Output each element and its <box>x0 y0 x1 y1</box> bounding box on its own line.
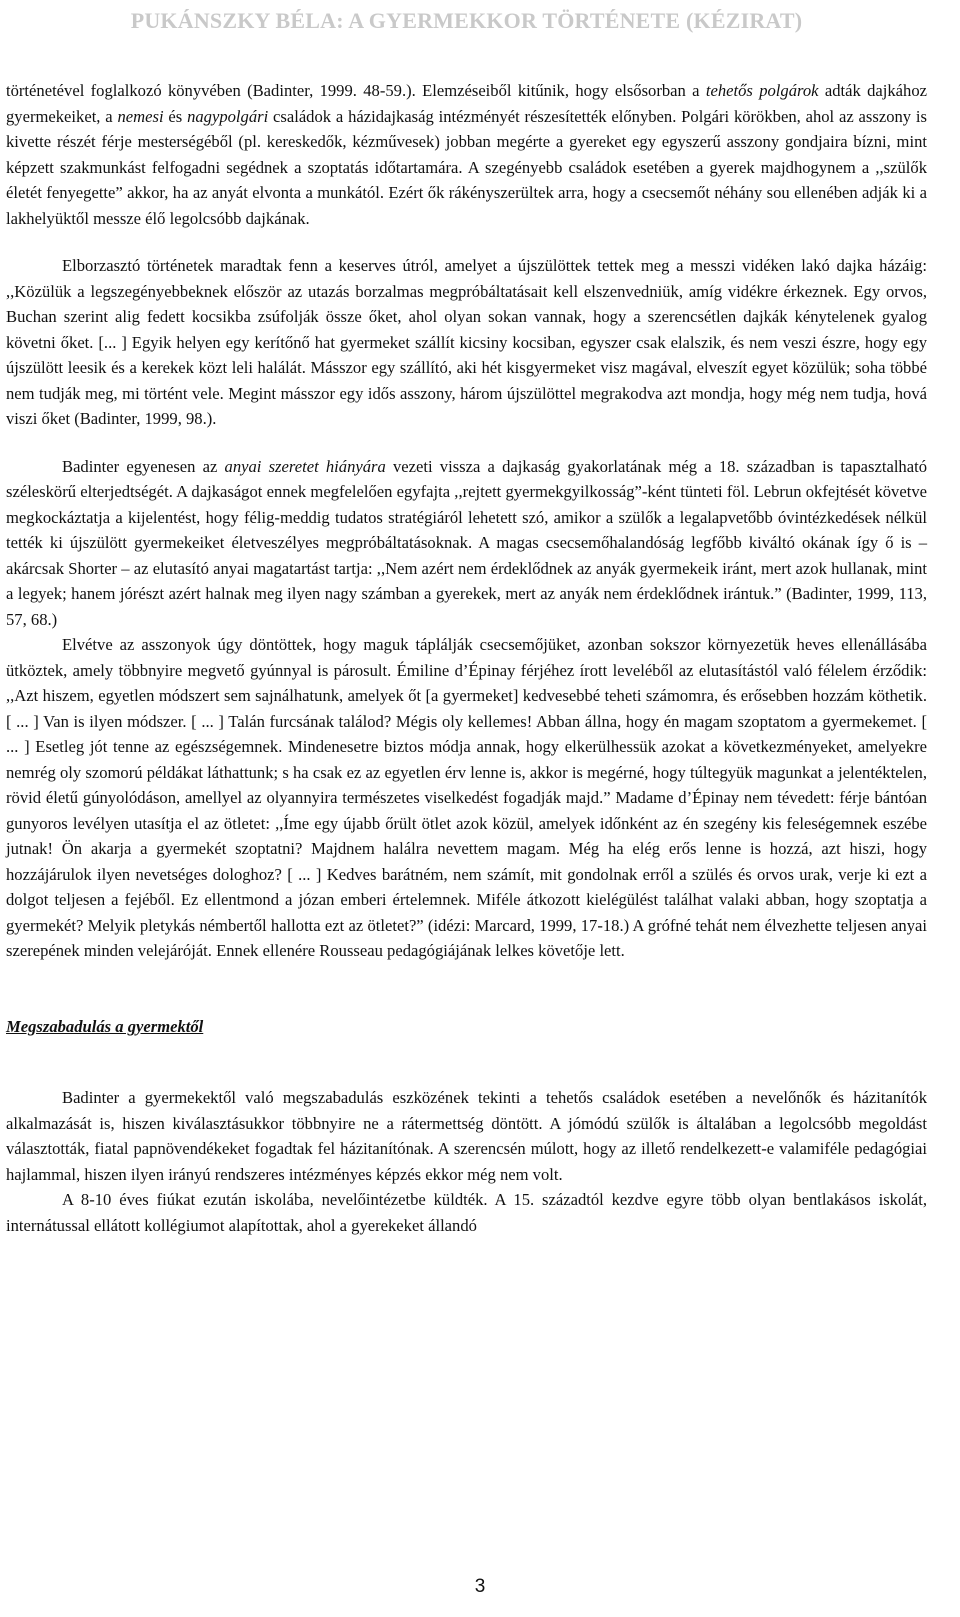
paragraph-4: Elvétve az asszonyok úgy döntöttek, hogy maguk táplálják csecsemőjüket, azonban sokszor környezetük heves ellenállásába ütköztek, amely többnyire megvető gyúnnyal is párosult. Émiline d’Épinay férjéhez írott leveléből az elutasítástól való félelem érződik: ,,Azt hiszem, egyetlen módszert sem sajnálhatunk, amelyek őt [a gyermeket] kedvesebbé teheti számomra, és erősebben hozzám köthetik. [ ... ] Van is ilyen módszer. [ ... ] Talán furcsának találod? Mégis oly kellemes! Abban állna, hogy én magam szoptatom a gyermekemet. [ ... ] Esetleg jót tenne az egészségemnek. Mindenesetre biztos módja annak, hogy elkerülhessük azokat a következményeket, amelyekre nemrég oly szomorú példákat láthattunk; s ha csak ez az egyetlen érv lenne is, akkor is megérné, hogy túltegyük magunkat a jelentéktelen, rövid életű gúnyolódáson, amellyel az olyannyira természetes viselkedést fogadják majd.” Madame d’Épinay nem tévedett: férje bántóan gunyoros levélyen utasítja el az ötletet: ,,Íme egy újabb őrült ötlet azok közül, amelyek időnként az én szegény kis feleségemnek eszébe jutnak! Ön akarja a gyermekét szoptatni? Majdnem halálra nevettem magam. Még ha elég erős lenne is hozzá, azt hiszi, hogy hozzájárulok ilyen nevetséges dologhoz? [ ... ] Kedves barátném, nem számít, mit gondolnak erről a szülés és orvos urak, verje ki ezt a dolgot teljesen a fejéből. Ez ellentmond a józan emberi értelemnek. Miféle átkozott kielégülést találhat valaki abban, hogy szoptatja a gyermekét? Melyik pletykás némbertől hallotta ezt az ötletet?” (idézi: Marcard, 1999, 17-18.) A grófné tehát nem élvezhette teljesen anyai szerepének minden velejáróját. Ennek ellenére Rousseau pedagógiájának lelkes követője lett. <box>6 635 927 960</box>
paragraph-6: A 8-10 éves fiúkat ezután iskolába, nevelőintézetbe küldték. A 15. századtól kezdve egyre több olyan bentlakásos iskolát, internátussal ellátott kollégiumot alapítottak, ahol a gyerekeket állandó <box>6 1190 927 1235</box>
paragraph-2: Elborzasztó történetek maradtak fenn a keserves útról, amelyet a újszülöttek tettek meg a messzi vidéken lakó dajka házáig: ,,Közülük a legszegényebbeknek először az utazás borzalmas megpróbáltatásait kell elszenvedniük, amíg vidékre érkeznek. Egy orvos, Buchan szerint alig fedett kocsikba zsúfolják össze őket, ahol olyan sokan vannak, hogy a szerencsétlen dajkák kénytelenek gyalog követni őket. [... ] Egyik helyen egy kerítőnő hat gyermeket szállít kicsiny kocsiban, egyszer csak elalszik, és nem veszi észre, hogy egy újszülött leesik és a kerekek közt leli halálát. Másszor egy szállító, aki hét kisgyermeket visz magával, elveszít egyet közülük; soha többé nem tudják meg, mi történt vele. Megint másszor egy idős asszony, három újszülöttel megrakodva azt mondja, hogy még nem tudja, hová viszi őket (Badinter, 1999, 98.). <box>6 256 927 428</box>
page-number: 3 <box>474 1576 486 1597</box>
p1-italic-3: nagypolgári <box>187 106 269 126</box>
paragraph-3 <box>6 454 927 633</box>
p1-text-3: és <box>163 106 188 126</box>
section-heading: Megszabadulás a gyermektől <box>6 1016 204 1036</box>
p3-italic-1: anyai szeretet hiányára <box>224 456 386 476</box>
p1-text-4: családok a házidajkaság intézményét részesítették előnyben. Polgári körökben, ahol az asszony is kivette részét férje mesterségéből (pl. kereskedők, kézművesek) jobban megérte a gyereket egy egyszerű asszony gondjaira bízni, mint képzett szakmunkást felfogadni segédnek a szoptatás időtartamára. A szegényebb családok esetében a gyerek majdhogynem a ,,szülők életét fenyegette” akkor, ha az anyát elvonta a munkától. Ezért ők rákényszerültek arra, hogy a csecsemőt néhány sou ellenében adják ki a lakhelyüktől messze élő legolcsóbb dajkának. <box>6 106 927 228</box>
paragraph-5: Badinter a gyermekektől való megszabadulás eszközének tekinti a tehetős családok esetében a nevelőnők és házitanítók alkalmazását is, hiszen kiválasztásukkor többnyire ne a rátermettség döntött. A jómódú szülők is általában a legolcsóbb megoldást választották, fiatal papnövendékeket fogadtak fel házitanítónak. A szerencsén múlott, hogy az illető rendelkezett-e valamiféle pedagógiai hajlammal, hiszen ilyen irányú rendszeres intézményes képzés ekkor még nem volt. <box>6 1088 927 1184</box>
p1-text-2: adták dajkához gyermekeiket, a <box>6 81 927 126</box>
paragraph-1 <box>6 78 927 231</box>
p1-italic-1: tehetős polgárok <box>705 81 819 100</box>
running-header: PUKÁNSZKY BÉLA: A GYERMEKKOR TÖRTÉNETE (KÉZIRAT) <box>130 8 803 33</box>
p3-text-1: Badinter egyenesen az <box>62 456 225 476</box>
document-body <box>6 78 927 1238</box>
p1-text-1: történetével foglalkozó könyvében (Badinter, 1999. 48-59.). Elemzéseiből kitűnik, hogy elsősorban a <box>6 81 706 100</box>
p1-italic-2: nemesi <box>117 106 164 126</box>
p3-text-2: vezeti vissza a dajkaság gyakorlatának még a 18. században is tapasztalható széleskörű elterjedtségét. A dajkaságot ennek megfelelően egyfajta ,,rejtett gyermekgyilkosság”-ként tünteti föl. Lebrun okfejtését követve megkockáztatja a kijelentést, hogy félig-meddig tudatos stratégiáról lehetett szó, amikor a szülők a legalapvetőbb óvintézkedések nélkül tették ki újszülött gyermekeiket életveszélyes megpróbáltatásoknak. A magas csecsemőhalandóság legfőbb kiváltó okának így ő is – akárcsak Shorter – az elutasító anyai magatartást tartja: ,,Nem azért nem érdeklődnek az anyák gyermekeik iránt, mert azok hullanak, mint a legyek; hanem jórészt azért halnak meg ilyen nagy számban a gyerekek, mert az anyák nem érdeklődnek irántuk.” (Badinter, 1999, 113, 57, 68.) <box>6 456 927 629</box>
